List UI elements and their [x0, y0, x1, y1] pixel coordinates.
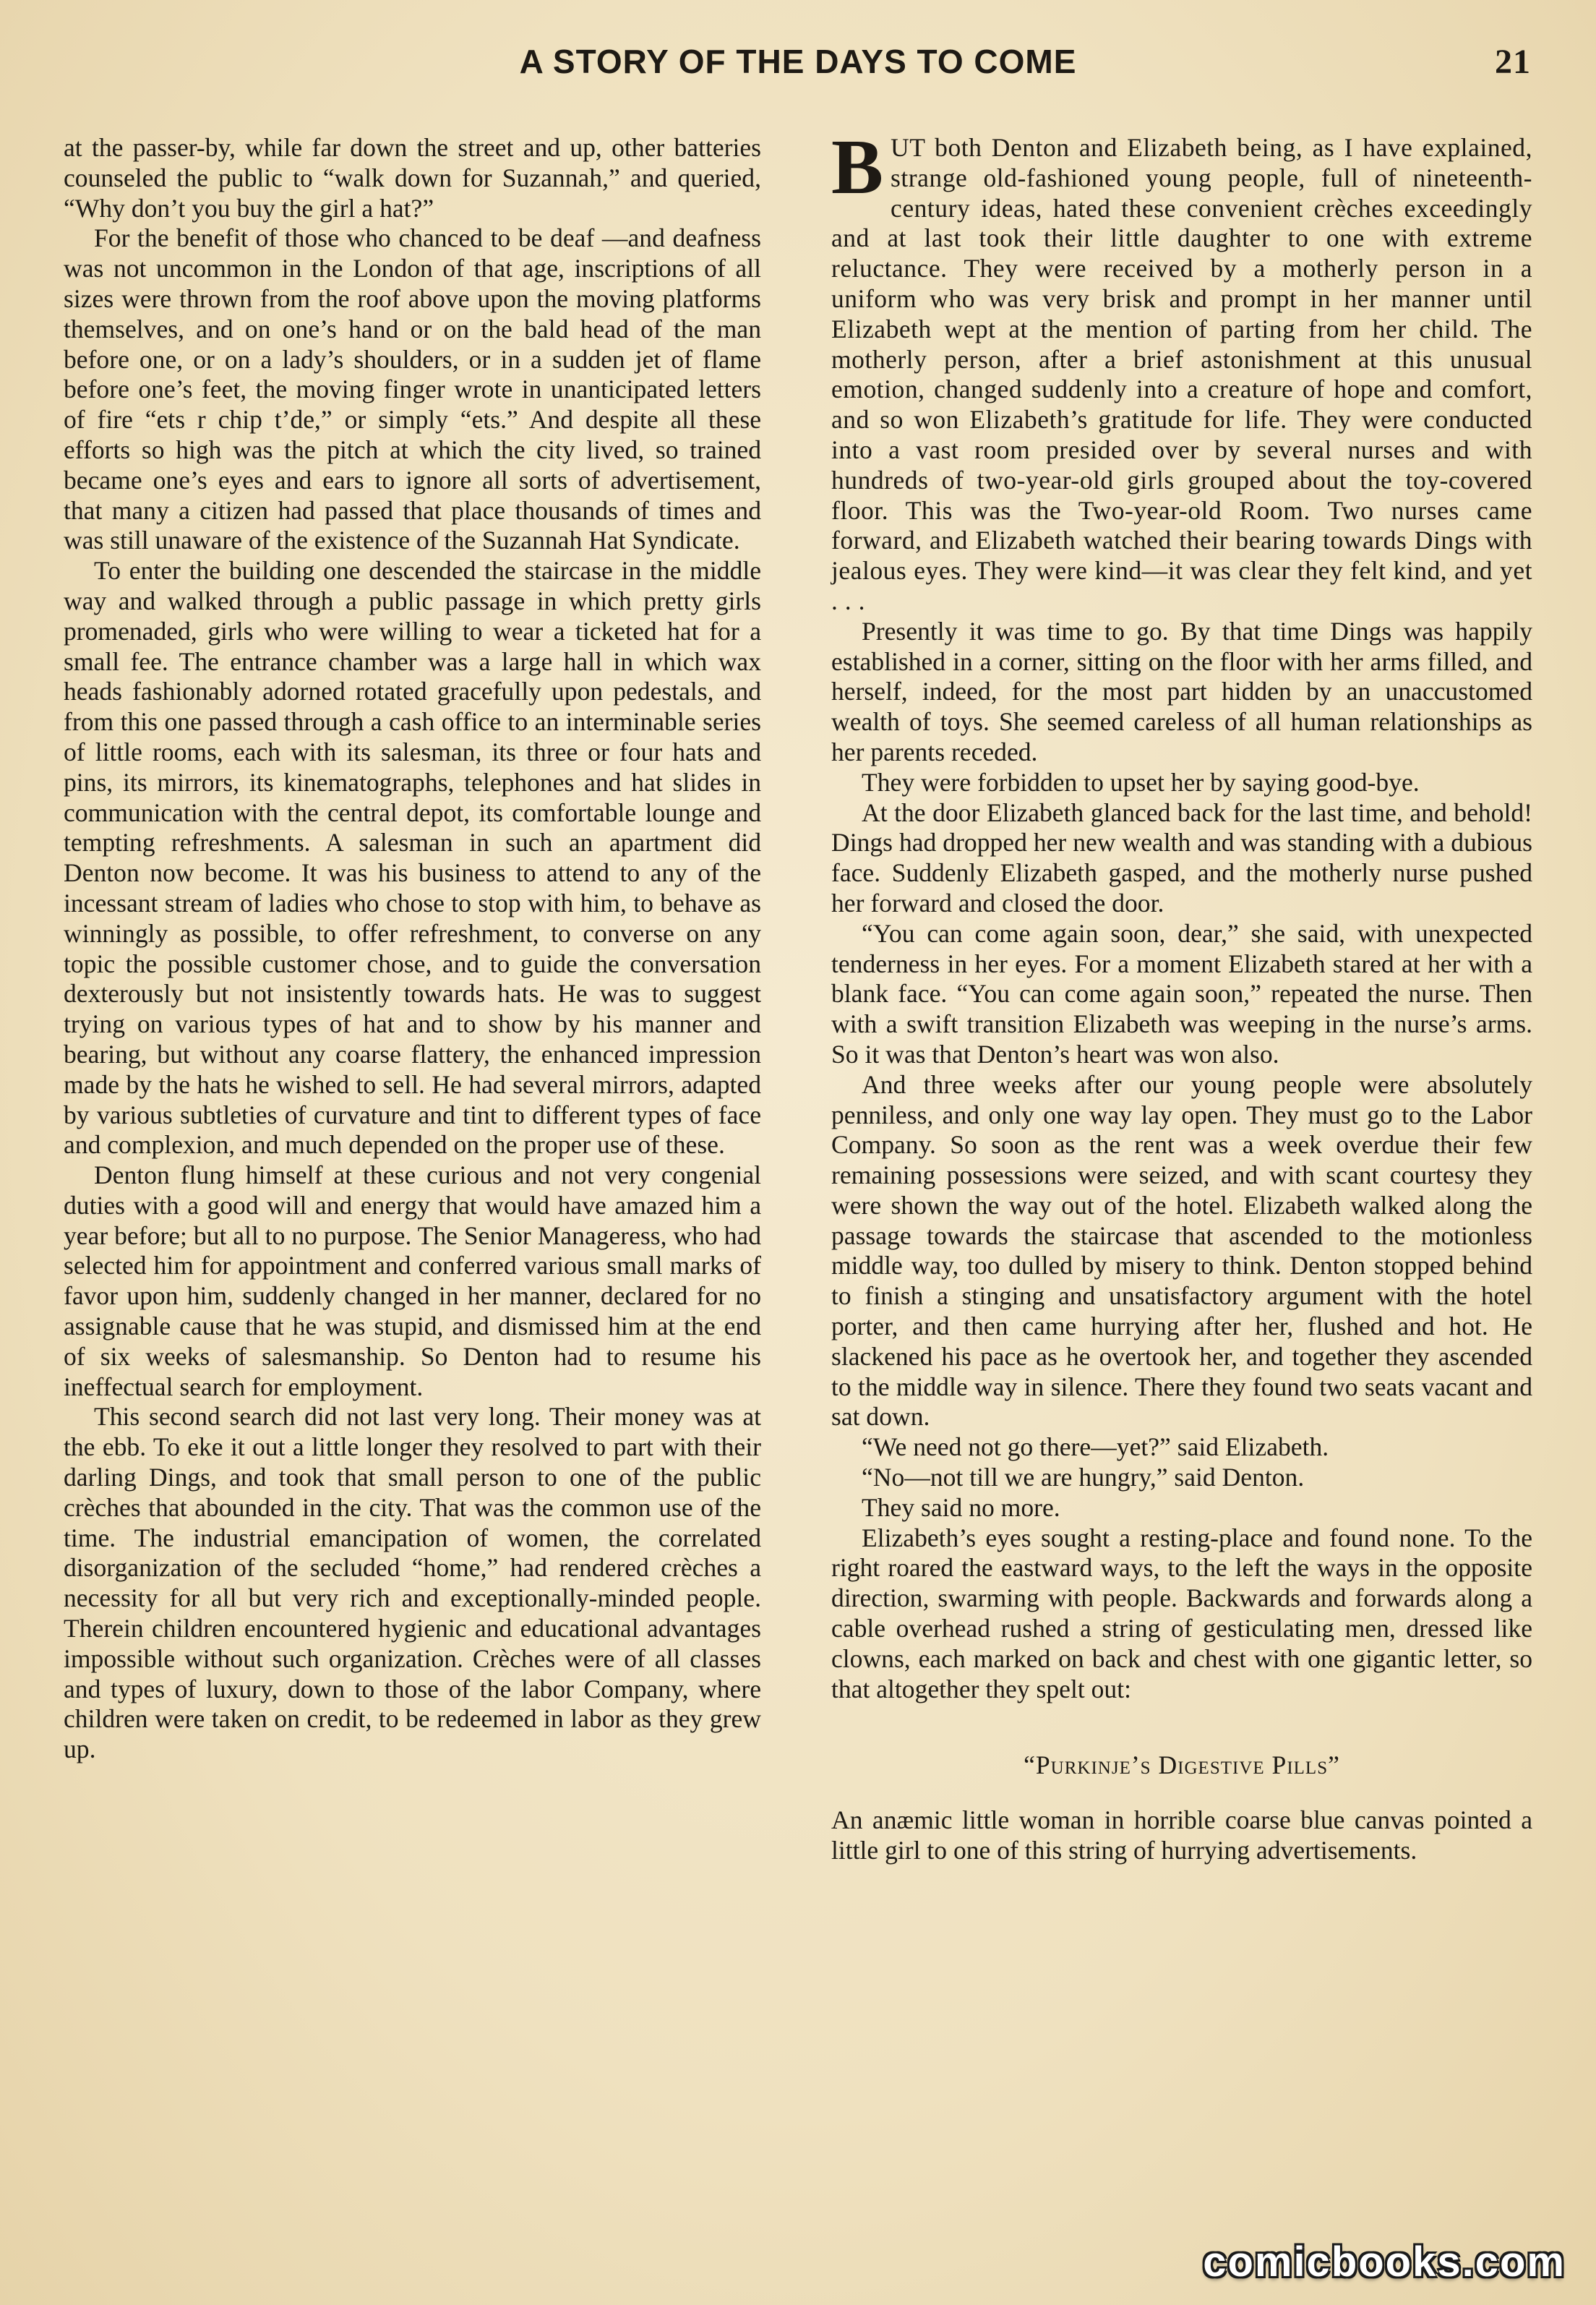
opening-paragraph-text: UT both Denton and Elizabeth being, as I have explained, strange old-fashioned young people, full of nineteenth-century ideas, hated these convenient crèches exceedingly and at last took their little daughter to one with extreme reluctance. They were received by a motherly person in a uniform who was very brisk and prompt in her manner until Elizabeth wept at the mention of parting from her child. The motherly person, after a brief astonishment at this unusual emotion, changed suddenly into a creature of hope and comfort, and so won Elizabeth’s gratitude for life. They were conducted into a vast room presided over by several nurses and with hundreds of two-year-old girls grouped about the toy-covered floor. This was the Two-year-old Room. Two nurses came forward, and Elizabeth watched their bearing towards Dings with jealous eyes. They were kind—it was clear they felt kind, and yet . . . [831, 133, 1532, 615]
paragraph: At the door Elizabeth glanced back for the last time, and behold! Dings had dropped her new wealth and was standing with a dubious face. Suddenly Elizabeth gasped, and the motherly nurse pushed her forward and closed the door. [831, 797, 1532, 918]
page-number: 21 [1495, 43, 1531, 81]
paragraph: An anæmic little woman in horrible coarse blue canvas pointed a little girl to one of this string of hurrying advertisements. [831, 1805, 1532, 1865]
advertisement-sign: “Purkinje’s Digestive Pills” [1024, 1750, 1340, 1780]
drop-cap: B [831, 124, 884, 210]
watermark-logo: comicbooks.com [1203, 2238, 1566, 2285]
paragraph: For the benefit of those who chanced to be deaf —and deafness was not uncommon in the London of that age, inscriptions of all sizes were thrown from the roof above upon the moving platforms themselves, and on one’s hand or on the bald head of the man before one, or on a lady’s shoulders, or in a sudden jet of flame before one’s feet, the moving finger wrote in unanticipated letters of fire “ets r chip t’de,” or simply “ets.” And despite all these efforts so high was the pitch at which the city lived, so trained became one’s eyes and ears to ignore all sorts of advertisement, that many a citizen had passed that place thousands of times and was still unaware of the existence of the Suzannah Hat Syndicate. [64, 223, 761, 555]
right-column [831, 124, 1532, 1866]
paragraph: And three weeks after our young people were absolutely penniless, and only one way lay open. They must go to the Labor Company. So soon as the rent was a week overdue their few remaining possessions were seized, and with scant courtesy they were shown the way out of the hotel. Elizabeth walked along the passage towards the staircase that ascended to the motionless middle way, too dulled by misery to think. Denton stopped behind to finish a stinging and unsatisfactory argument with the hotel porter, and then came hurrying after her, flushed and hot. He slackened his pace as he overtook her, and together they ascended to the middle way in silence. There they found two seats vacant and sat down. [831, 1069, 1532, 1432]
left-column [64, 133, 761, 1765]
running-title: A STORY OF THE DAYS TO COME [519, 43, 1077, 80]
opening-paragraph [831, 124, 1532, 617]
paragraph: “We need not go there—yet?” said Elizabeth. [862, 1432, 1329, 1462]
page-header [0, 38, 1596, 88]
paragraph: Presently it was time to go. By that time Dings was happily established in a corner, sitting on the floor with her arms filled, and herself, indeed, for the most part hidden by an unaccustomed wealth of toys. She seemed careless of all human relationships as her parents receded. [831, 616, 1532, 766]
paragraph: “No—not till we are hungry,” said Denton. [862, 1463, 1305, 1492]
paragraph: This second search did not last very long. Their money was at the ebb. To eke it out a little longer they resolved to part with their darling Dings, and took that small person to one of the public crèches that abounded in the city. That was the common use of the time. The industrial emancipation of women, the correlated disorganization of the secluded “home,” had rendered crèches a necessity for all but very rich and exceptionally-minded people. Therein children encountered hygienic and educational advantages impossible without such organization. Crèches were of all classes and types of luxury, down to those of the labor Company, where children were taken on credit, to be redeemed in labor as they grew up. [64, 1402, 761, 1764]
paragraph: Elizabeth’s eyes sought a resting-place and found none. To the right roared the eastward ways, to the left the ways in the opposite direction, swarming with people. Backwards and forwards along a cable overhead rushed a string of gesticulating men, dressed like clowns, each marked on back and chest with one gigantic letter, so that altogether they spelt out: [831, 1523, 1532, 1703]
paragraph: “You can come again soon, dear,” she said, with unexpected tenderness in her eyes. For a moment Elizabeth stared at her with a blank face. “You can come again soon,” repeated the nurse. Then with a swift transition Elizabeth was weeping in the nurse’s arms. So it was that Denton’s heart was won also. [831, 918, 1532, 1069]
paragraph: They were forbidden to upset her by saying good-bye. [862, 767, 1420, 797]
paragraph: Denton flung himself at these curious and not very congenial duties with a good will and energy that would have amazed him a year before; but all to no purpose. The Senior Manageress, who had selected him for appointment and conferred various small marks of favor upon him, suddenly changed in her manner, declared for no assignable cause that he was stupid, and dismissed him at the end of six weeks of salesmanship. So Denton had to resume his ineffectual search for employment. [64, 1160, 761, 1401]
paragraph: To enter the building one descended the staircase in the middle way and walked through a public passage in which pretty girls promenaded, girls who were willing to wear a ticketed hat for a small fee. The entrance chamber was a large hall in which wax heads fashionably adorned rotated gracefully upon pedestals, and from this one passed through a cash office to an interminable series of little rooms, each with its salesman, its three or four hats and pins, its mirrors, its kinematographs, telephones and hat slides in communication with the central depot, its comfortable lounge and tempting refreshments. A salesman in such an apartment did Denton now become. It was his business to attend to any of the incessant stream of ladies who chose to stop with him, to behave as winningly as possible, to offer refreshment, to converse on any topic the possible customer chose, and to guide the conversation dexterously but not insistently towards hats. He was to suggest trying on various types of hat and to show by his manner and bearing, but without any coarse flattery, the enhanced impression made by the hats he wished to sell. He had several mirrors, adapted by various subtleties of curvature and tint to different types of face and complexion, and much depended on the proper use of these. [64, 556, 761, 1160]
paragraph: They said no more. [862, 1492, 1060, 1522]
paragraph: at the passer-by, while far down the street and up, other batteries counseled the public to “walk down for Suzannah,” and queried, “Why don’t you buy the girl a hat?” [64, 133, 761, 223]
